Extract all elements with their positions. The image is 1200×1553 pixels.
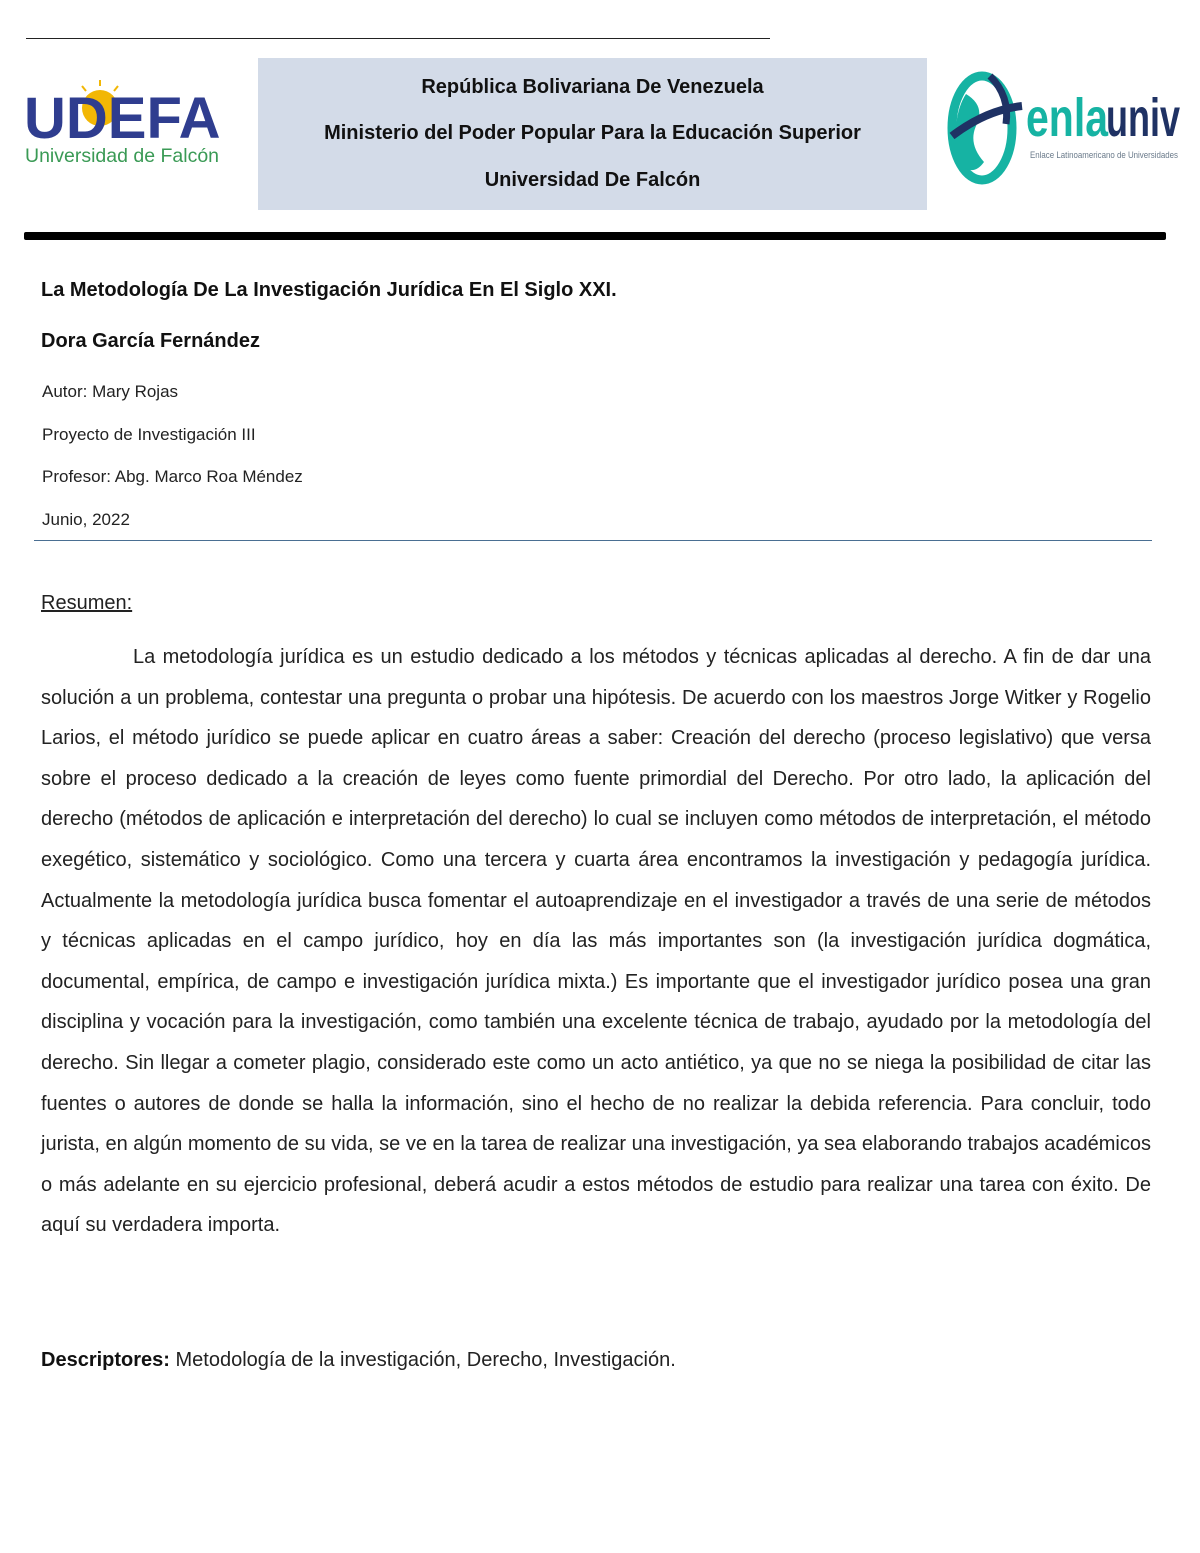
- header-university: Universidad De Falcón: [484, 169, 701, 192]
- document-title: La Metodología De La Investigación Jurídica En El Siglo XXI.: [41, 279, 617, 301]
- globe-icon: [952, 76, 1022, 180]
- abstract-body: La metodología jurídica es un estudio dedicado a los métodos y técnicas aplicadas al derecho. A fin de dar una solución a un problema, contestar una pregunta o probar una hipótesis. De acuerdo con los maestros Jorge Witker y Rogelio Larios, el método jurídico se puede aplicar en cuatro áreas a saber: Creación del derecho (proceso legislativo) que versa sobre el proceso dedicado a la creación de leyes como fuente primordial del Derecho. Por otro lado, la aplicación del derecho (métodos de aplicación e interpretación del derecho) lo cual se incluyen como métodos de interpretación, el método exegético, sistemático y sociológico. Como una tercera y cuarta área encontramos la investigación y pedagogía jurídica. Actualmente la metodología jurídica busca fomentar el autoaprendizaje en el investigador a través de una serie de métodos y técnicas aplicadas en el campo jurídico, hoy en día las más importantes son (la investigación jurídica dogmática, documental, empírica, de campo e investigación jurídica mixta.) Es importante que el investigador jurídico posea una gran disciplina y vocación para la investigación, como también una excelente técnica de trabajo, ayudado por la metodología del derecho. Sin llegar a cometer plagio, considerado este como un acto antiético, ya que no se niega la posibilidad de citar las fuentes o autores de donde se halla la información, sino el hecho de no realizar la debida referencia. Para concluir, todo jurista, en algún momento de su vida, se ve en la tarea de realizar una investigación, ya sea elaborando trabajos académicos o más adelante en su ejercicio profesional, deberá acudir a estos métodos de estudio para realizar una tarea con éxito. De aquí su verdadera importa.: [41, 646, 1151, 1237]
- enlauniv-tagline: Enlace Latinoamericano de Universidades: [1030, 150, 1179, 161]
- top-divider: [26, 38, 770, 39]
- descriptors-value: Metodología de la investigación, Derecho, Investigación.: [169, 1349, 676, 1371]
- abstract-heading: Resumen:: [41, 592, 133, 614]
- header-divider: [24, 232, 1166, 240]
- descriptors-label: Descriptores:: [41, 1349, 170, 1371]
- meta-date: Junio, 2022: [42, 510, 130, 529]
- udefa-logo: [24, 78, 250, 170]
- meta-author: Autor: Mary Rojas: [42, 382, 179, 401]
- meta-professor: Profesor: Abg. Marco Roa Méndez: [42, 467, 303, 486]
- header-ministry: Ministerio del Poder Popular Para la Educación Superior: [324, 122, 861, 145]
- udefa-subtitle: Universidad de Falcón: [25, 145, 220, 167]
- enla-wordmark: enla: [1026, 88, 1109, 148]
- enlauniv-logo: [946, 66, 1182, 192]
- meta-project: Proyecto de Investigación III: [42, 425, 256, 444]
- document-author-name: Dora García Fernández: [41, 330, 260, 352]
- institution-header: [258, 58, 927, 210]
- univ-wordmark: univ: [1106, 88, 1180, 148]
- section-divider: [34, 540, 1152, 541]
- descriptors: [41, 1349, 676, 1372]
- udefa-wordmark: UDEFA: [24, 86, 221, 151]
- header-country: República Bolivariana De Venezuela: [421, 75, 764, 98]
